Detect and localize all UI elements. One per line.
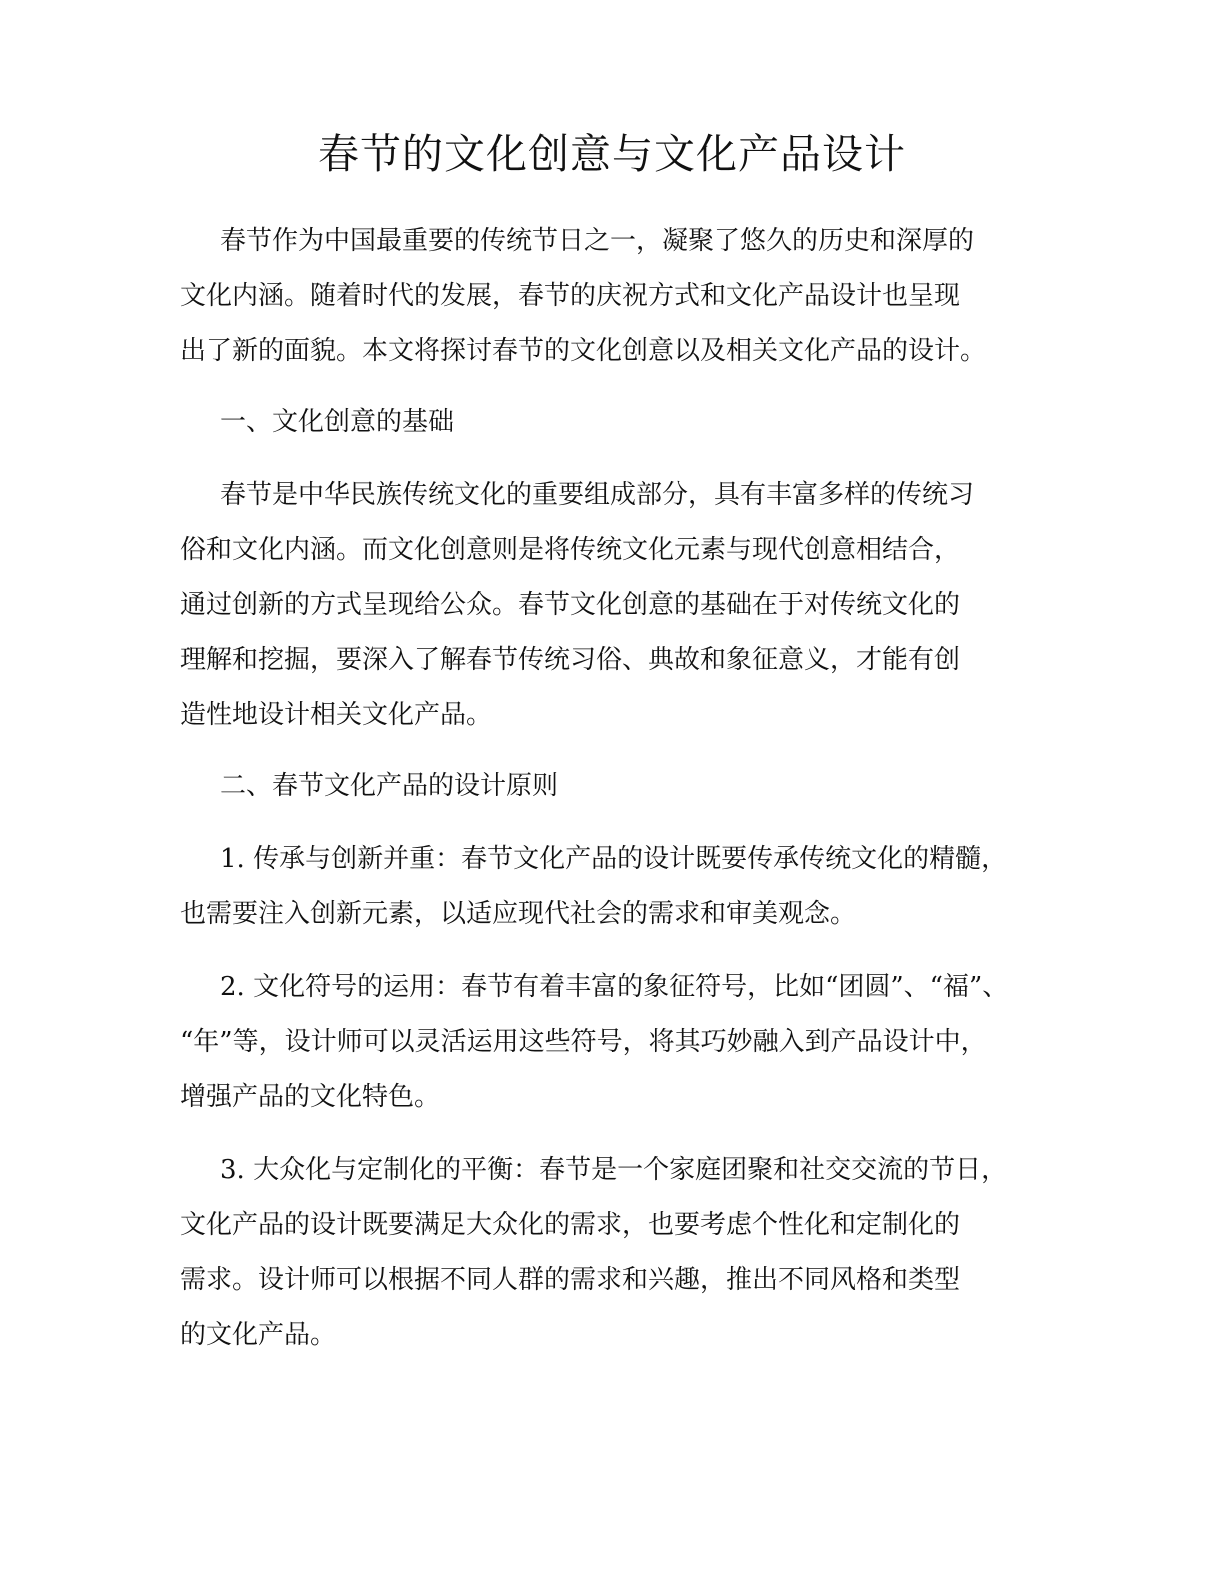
point2-line-1: 2. 文化符号的运用：春节有着丰富的象征符号，比如“团圆”、“福”、: [220, 972, 1009, 1002]
section2-heading: 二、春节文化产品的设计原则: [220, 771, 559, 801]
point3-line-2: 文化产品的设计既要满足大众化的需求，也要考虑个性化和定制化的: [180, 1210, 961, 1240]
point2-line-3: 增强产品的文化特色。: [180, 1082, 441, 1112]
section1-line-4: 理解和挖掘，要深入了解春节传统习俗、典故和象征意义，才能有创: [180, 645, 961, 675]
intro-line-1: 春节作为中国最重要的传统节日之一，凝聚了悠久的历史和深厚的: [220, 226, 975, 256]
point2-line-2: “年”等，设计师可以灵活运用这些符号，将其巧妙融入到产品设计中，: [180, 1027, 987, 1057]
point3-line-3: 需求。设计师可以根据不同人群的需求和兴趣，推出不同风格和类型: [180, 1265, 961, 1295]
document-title: 春节的文化创意与文化产品设计: [318, 130, 906, 178]
section1-heading: 一、文化创意的基础: [220, 407, 455, 437]
point3-line-1: 3. 大众化与定制化的平衡：春节是一个家庭团聚和社交交流的节日，: [220, 1155, 1008, 1185]
section1-line-2: 俗和文化内涵。而文化创意则是将传统文化元素与现代创意相结合，: [180, 535, 961, 565]
section1-line-3: 通过创新的方式呈现给公众。春节文化创意的基础在于对传统文化的: [180, 590, 961, 620]
intro-line-2: 文化内涵。随着时代的发展，春节的庆祝方式和文化产品设计也呈现: [180, 281, 961, 311]
section1-line-5: 造性地设计相关文化产品。: [180, 700, 493, 730]
point3-line-4: 的文化产品。: [180, 1320, 337, 1350]
point1-line-2: 也需要注入创新元素，以适应现代社会的需求和审美观念。: [180, 899, 857, 929]
point1-line-1: 1. 传承与创新并重：春节文化产品的设计既要传承传统文化的精髓，: [220, 844, 1008, 874]
intro-line-3: 出了新的面貌。本文将探讨春节的文化创意以及相关文化产品的设计。: [180, 336, 987, 366]
section1-line-1: 春节是中华民族传统文化的重要组成部分，具有丰富多样的传统习: [220, 480, 975, 510]
